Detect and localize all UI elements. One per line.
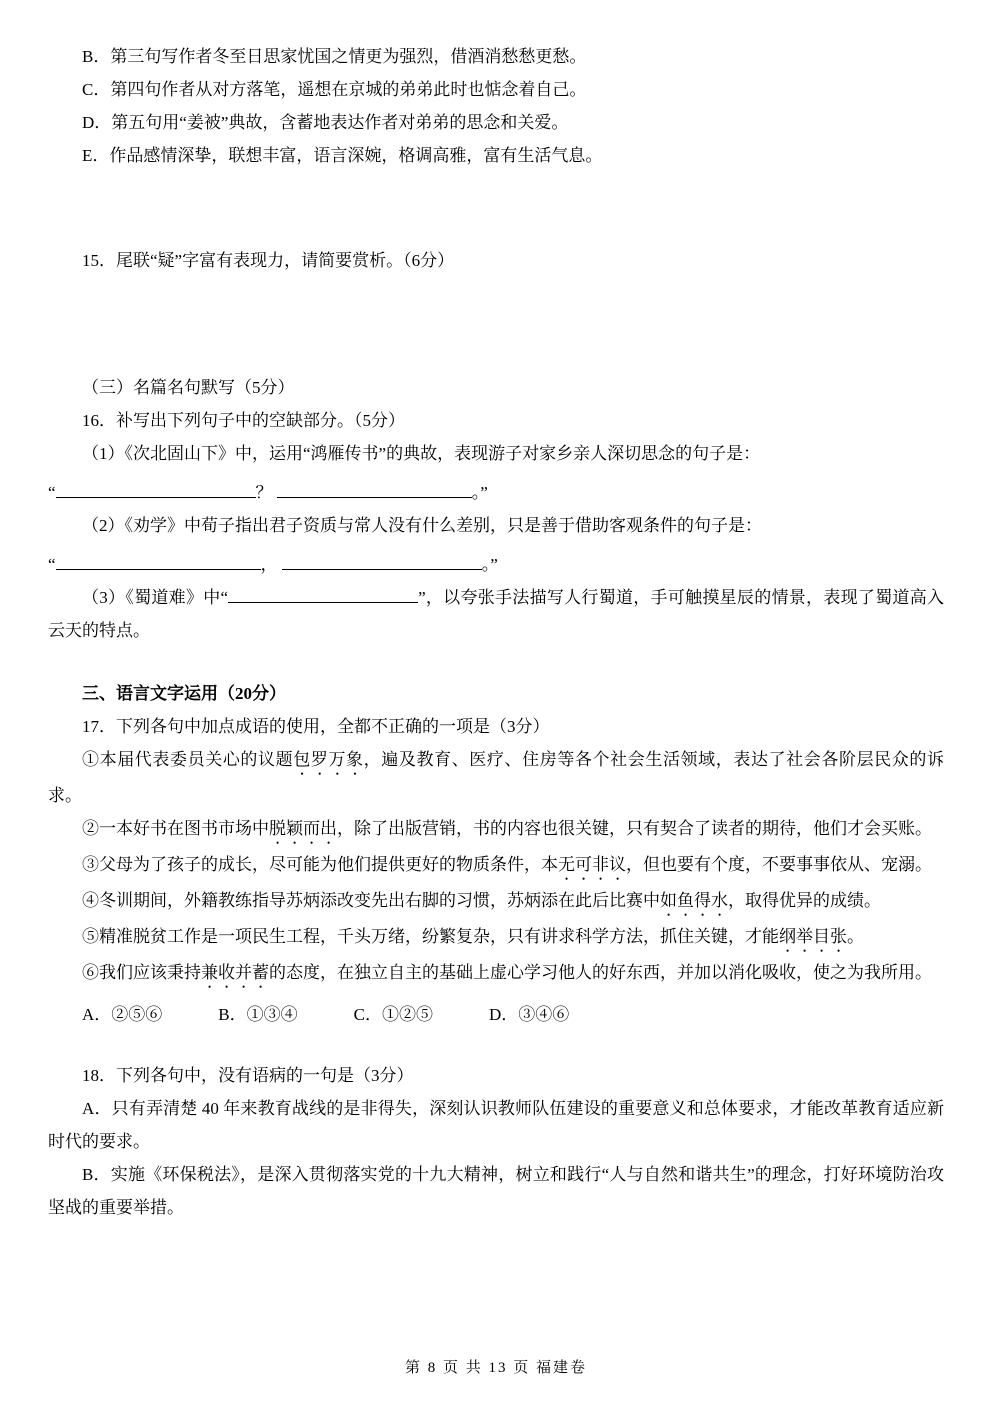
q17-item-1-idiom: 包罗万象 <box>293 750 364 769</box>
q16-item2-open-quote: “ <box>48 555 56 574</box>
q16-item2-close-quote: 。” <box>481 555 498 574</box>
q17-item-3-post: ，但也要有个度，不要事事依从、宠溺。 <box>626 855 932 874</box>
q14-option-c <box>48 73 944 106</box>
q17-item-6 <box>48 956 944 992</box>
q14-option-e-label: E． <box>82 146 110 165</box>
q18-option-a <box>48 1092 944 1158</box>
q17-item-2-post: ，除了出版营销，书的内容也很关键，只有契合了读者的期待，他们才会买账。 <box>337 819 932 838</box>
q17-item-1-post: ，遍及教育、医疗、住房等各个社会生活领域，表达了社会各阶层民众的诉求。 <box>48 750 945 805</box>
q17-choice-a-label: A． <box>82 1005 112 1024</box>
q17-choice-d-value: ③④⑥ <box>518 1005 570 1024</box>
q16-item1-blank-2 <box>277 481 472 498</box>
q16-item1-blank-1 <box>56 481 256 498</box>
q17-item-6-post: 的态度，在独立自主的基础上虚心学习他人的好东西，并加以消化吸收，使之为我所用。 <box>269 963 932 982</box>
q14-option-b-text: 第三句写作者冬至日思家忧国之情更为强烈，借酒消愁愁更愁。 <box>110 47 587 66</box>
q18-option-a-label: A． <box>82 1099 112 1118</box>
q17-item-3 <box>48 848 944 884</box>
q16-item2-text: （2）《劝学》中荀子指出君子资质与常人没有什么差别，只是善于借助客观条件的句子是： <box>82 516 762 535</box>
q16-item1-text: （1）《次北固山下》中，运用“鸿雁传书”的典故，表现游子对家乡亲人深切思念的句子是： <box>82 444 761 463</box>
q18-option-a-text: 只有弄清楚 40 年来教育战线的是非得失，深刻认识教师队伍建设的重要意义和总体要求，才能改革教育适应新时代的要求。 <box>48 1099 944 1151</box>
q17-choice-d <box>489 998 569 1031</box>
q17-choice-c-value: ①②⑤ <box>381 1005 433 1024</box>
q16-item2-blank-line <box>48 548 944 581</box>
q16-intro: 16．补写出下列句子中的空缺部分。（5分） <box>82 411 405 430</box>
q16-item1-close-quote: 。” <box>471 483 488 502</box>
q17-choice-c-label: C． <box>353 1005 382 1024</box>
q18-option-b <box>48 1158 944 1224</box>
q17-choice-b-value: ①③④ <box>246 1005 298 1024</box>
q17-item-5 <box>48 920 944 956</box>
q16-item2-blank-1 <box>56 553 261 570</box>
q17-item-4-pre: ④冬训期间，外籍教练指导苏炳添改变先出右脚的习惯，苏炳添在此后比赛中 <box>82 891 660 910</box>
q14-option-b-label: B． <box>82 47 111 66</box>
q16-item1-blank-line <box>48 476 944 509</box>
q14-option-d-label: D． <box>82 113 112 132</box>
section-yuyan-heading: 三、语言文字运用（20分） <box>82 684 286 703</box>
q14-option-b <box>48 40 944 73</box>
q18-option-b-text: 实施《环保税法》，是深入贯彻落实党的十九大精神，树立和践行“人与自然和谐共生”的理念，打好环境防治攻坚战的重要举措。 <box>48 1165 944 1217</box>
q17-item-1 <box>48 743 944 812</box>
q16-item2-separator: ， <box>260 555 278 574</box>
q17-item-5-pre: ⑤精准脱贫工作是一项民生工程，千头万绪，纷繁复杂，只有讲求科学方法，抓住关键，才能 <box>82 927 779 946</box>
q17-item-1-pre: ①本届代表委员关心的议题 <box>82 750 294 769</box>
q15-question: 15．尾联“疑”字富有表现力，请简要赏析。（6分） <box>82 251 455 270</box>
q17-item-2 <box>48 812 944 848</box>
q18-option-b-label: B． <box>82 1165 111 1184</box>
q16-item3-pre: （3）《蜀道难》中“ <box>82 588 229 607</box>
q17-item-5-idiom: 纲举目张 <box>779 927 847 946</box>
q17-item-6-pre: ⑥我们应该秉持 <box>82 963 201 982</box>
q17-item-5-post: 。 <box>847 927 864 946</box>
q17-choice-b <box>218 998 297 1031</box>
section-moxie-heading: （三）名篇名句默写（5分） <box>82 378 295 397</box>
q16-item3-post: ”，以夸张手法描写人行蜀道，手可触摸星辰的情景，表现了蜀道高入云天的特点。 <box>48 588 944 640</box>
q17-item-2-pre: ②一本好书在图书市场中 <box>82 819 269 838</box>
q16-item1-open-quote: “ <box>48 483 56 502</box>
page-footer: 第 8 页 共 13 页 福建卷 <box>404 1360 587 1376</box>
q17-choice-b-label: B． <box>218 1005 247 1024</box>
q14-option-d <box>48 106 944 139</box>
q17-choices-row <box>48 998 944 1031</box>
q14-option-c-label: C． <box>82 80 111 99</box>
q17-item-3-pre: ③父母为了孩子的成长，尽可能为他们提供更好的物质条件，本 <box>82 855 558 874</box>
q17-intro: 17．下列各句中加点成语的使用，全都不正确的一项是（3分） <box>82 717 550 736</box>
q17-item-6-idiom: 兼收并蓄 <box>201 963 269 982</box>
q17-item-4-post: ，取得优异的成绩。 <box>728 891 881 910</box>
q14-option-c-text: 第四句作者从对方落笔，遥想在京城的弟弟此时也惦念着自己。 <box>110 80 587 99</box>
q14-option-e <box>48 139 944 172</box>
q14-option-e-text: 作品感情深挚，联想丰富，语言深婉，格调高雅，富有生活气息。 <box>109 146 603 165</box>
q17-item-4 <box>48 884 944 920</box>
q16-item1-separator: ？ <box>255 483 273 502</box>
q17-item-4-idiom: 如鱼得水 <box>660 891 728 910</box>
q17-choice-d-label: D． <box>488 1005 519 1024</box>
q17-item-2-idiom: 脱颖而出 <box>269 819 337 838</box>
q16-item2-blank-2 <box>282 553 482 570</box>
q14-option-d-text: 第五句用“姜被”典故，含蓄地表达作者对弟弟的思念和关爱。 <box>111 113 569 132</box>
q18-intro: 18．下列各句中，没有语病的一句是（3分） <box>82 1066 414 1085</box>
q17-choice-a <box>82 998 162 1031</box>
q17-choice-a-value: ②⑤⑥ <box>111 1005 163 1024</box>
q16-item3-blank <box>228 586 418 603</box>
q17-item-3-idiom: 无可非议 <box>558 855 626 874</box>
q17-choice-c <box>354 998 433 1031</box>
q16-item3-text <box>48 581 944 647</box>
